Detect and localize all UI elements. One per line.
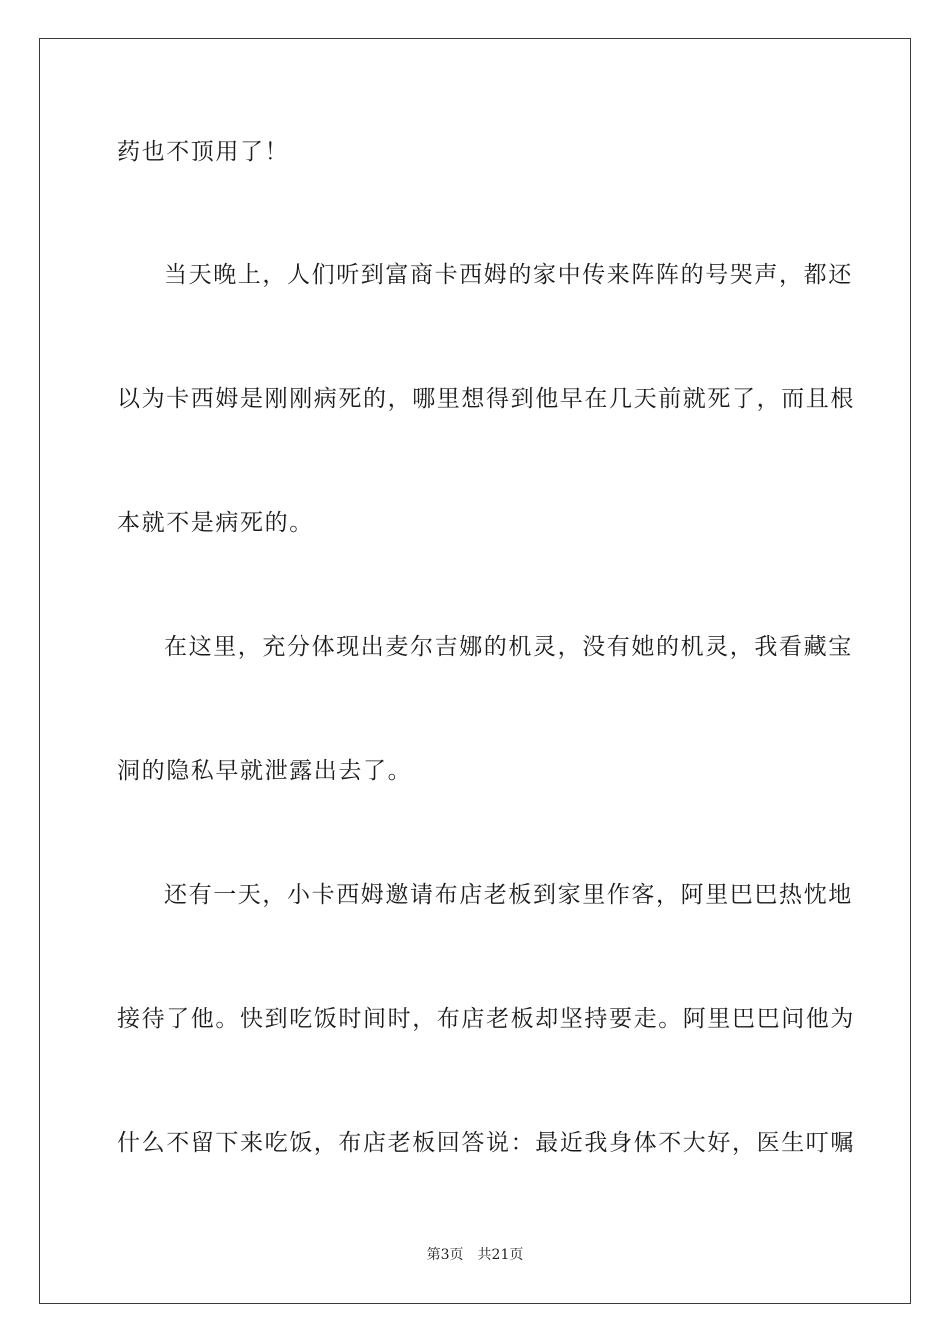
paragraph-3-line-3: 什么不留下来吃饭，布店老板回答说：最近我身体不大好，医生叮嘱 (117, 1130, 855, 1156)
paragraph-2-line-2: 洞的隐私早就泄露出去了。 (117, 758, 413, 784)
total-pages: 共21页 (477, 1247, 524, 1263)
page-footer (0, 1246, 950, 1264)
page-number: 第3页 (426, 1247, 464, 1263)
paragraph-3-line-1: 还有一天，小卡西姆邀请布店老板到家里作客，阿里巴巴热忱地 (164, 882, 853, 908)
page-border (39, 38, 911, 1304)
paragraph-1-line-2: 以为卡西姆是刚刚病死的，哪里想得到他早在几天前就死了，而且根 (117, 386, 855, 412)
paragraph-1-line-1: 当天晚上，人们听到富商卡西姆的家中传来阵阵的号哭声，都还 (164, 262, 853, 288)
paragraph-2-line-1: 在这里，充分体现出麦尔吉娜的机灵，没有她的机灵，我看藏宝 (164, 634, 853, 660)
paragraph-1-line-3: 本就不是病死的。 (117, 510, 314, 536)
paragraph-3-line-2: 接待了他。快到吃饭时间时，布店老板却坚持要走。阿里巴巴问他为 (117, 1006, 855, 1032)
text-line-1: 药也不顶用了！ (117, 139, 290, 165)
